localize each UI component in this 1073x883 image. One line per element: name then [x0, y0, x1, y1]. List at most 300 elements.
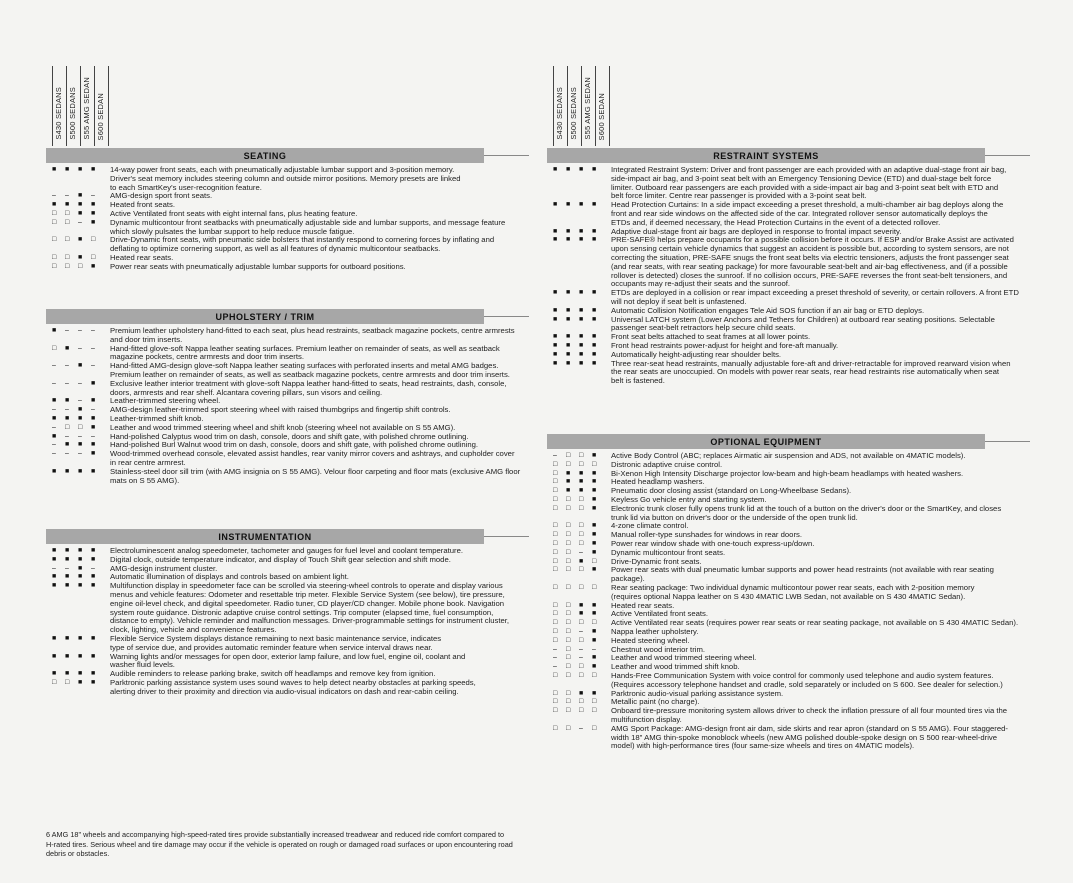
feature-text: Flexible Service System displays distance remaining to next basic maintenance service, indicates type of service due, and provides automatic reminder feature when service interval draws near. [110, 633, 442, 652]
feature-text: Leather and wood trimmed steering wheel. [611, 653, 757, 663]
feature-row [46, 380, 529, 398]
availability-marks [547, 610, 611, 619]
availability-mark: – [553, 452, 557, 459]
availability-mark: ■ [52, 397, 57, 405]
availability-mark: □ [52, 218, 57, 226]
availability-marks [547, 602, 611, 611]
feature-row [547, 201, 1030, 227]
availability-mark: ■ [78, 192, 83, 200]
section-rule [484, 316, 529, 317]
availability-mark: ■ [592, 654, 597, 662]
availability-mark: □ [579, 663, 584, 671]
availability-mark: ■ [566, 341, 571, 349]
feature-text: Automatic Collision Notification engages Tele Aid SOS function if an air bag or ETD deploys. [611, 305, 925, 315]
availability-mark: □ [579, 539, 584, 547]
availability-mark: ■ [78, 209, 83, 217]
availability-mark: – [65, 379, 69, 387]
availability-mark: ■ [553, 333, 558, 341]
availability-mark: – [91, 564, 95, 572]
availability-mark: ■ [65, 397, 70, 405]
availability-marks [46, 670, 110, 679]
feature-text: Hand-fitted glove-soft Nappa leather seating surfaces. Premium leather on remainder of seats, as well as seatback magazine pockets, centre armrests and door trim inserts. [110, 343, 500, 362]
feature-text: Front seat belts attached to seat frames at all lower points. [611, 332, 811, 342]
feature-list [547, 452, 1030, 751]
model-column [52, 66, 66, 146]
availability-mark: – [579, 548, 583, 556]
availability-mark: ■ [592, 166, 597, 173]
availability-marks [547, 654, 611, 663]
availability-mark: □ [553, 557, 558, 565]
availability-mark: ■ [579, 601, 584, 609]
availability-mark: ■ [78, 253, 83, 261]
availability-mark: ■ [592, 601, 597, 609]
model-label: S430 SEDANS [54, 87, 63, 140]
availability-mark: – [78, 379, 82, 387]
section-rule [985, 441, 1030, 442]
availability-marks [46, 679, 110, 688]
availability-mark: ■ [65, 344, 70, 352]
feature-text: Active Body Control (ABC; replaces Airmatic air suspension and ADS, not available on 4MATIC models). [611, 451, 966, 460]
availability-mark: □ [579, 531, 584, 539]
feature-text: Hand-fitted AMG-design glove-soft Nappa leather seating surfaces with perforated inserts and metal AMG badges. Premium leather on remainder of seats, as well as seatback magazine pockets, centre armrests and door trim inserts. [110, 361, 510, 379]
feature-text: Stainless-steel door sill trim (with AMG insignia on S 55 AMG). Velour floor carpeting and floor mats (exclusive AMG floor mats on S 55 AMG). [110, 466, 521, 485]
feature-text: Premium leather upholstery hand-fitted to each seat, plus head restraints, seatback magazine pockets, centre armrests and door trim inserts. [110, 326, 515, 344]
availability-mark: ■ [579, 557, 584, 565]
feature-text: Digital clock, outside temperature indicator, and display of Touch Shift gear selection and shift mode. [110, 554, 451, 564]
availability-marks [547, 496, 611, 505]
feature-row [46, 679, 529, 697]
availability-mark: ■ [566, 166, 571, 173]
availability-mark: □ [566, 698, 571, 706]
feature-text: Automatic illumination of displays and controls based on ambient light. [110, 572, 349, 582]
feature-row [547, 360, 1030, 386]
availability-mark: □ [78, 262, 83, 270]
availability-mark: – [91, 432, 95, 440]
availability-marks [46, 406, 110, 415]
availability-mark: □ [592, 671, 597, 679]
availability-mark: ■ [579, 306, 584, 314]
availability-mark: □ [579, 619, 584, 627]
feature-text: Power rear window shade with one-touch express-up/down. [611, 538, 815, 548]
availability-mark: ■ [579, 359, 584, 367]
availability-mark: □ [553, 495, 558, 503]
feature-list [46, 327, 529, 485]
availability-mark: – [579, 645, 583, 653]
availability-mark: □ [553, 583, 558, 591]
availability-mark: ■ [52, 573, 57, 581]
feature-row [46, 236, 529, 254]
availability-mark: □ [553, 539, 558, 547]
availability-mark: □ [91, 253, 96, 261]
availability-marks [547, 289, 611, 298]
availability-mark: ■ [65, 414, 70, 422]
availability-mark: ■ [579, 289, 584, 297]
availability-mark: ■ [78, 564, 83, 572]
availability-mark: □ [566, 460, 571, 468]
availability-mark: ■ [592, 504, 597, 512]
availability-marks [547, 316, 611, 325]
availability-mark: □ [553, 531, 558, 539]
availability-mark: ■ [52, 547, 57, 554]
feature-text: Hand-polished Burl Walnut wood trim on dash, console, doors and shift gate, with polished chrome outlining. [110, 440, 479, 450]
availability-mark: □ [553, 724, 558, 732]
availability-mark: ■ [592, 350, 597, 358]
availability-mark: □ [78, 423, 83, 431]
availability-marks [46, 468, 110, 477]
feature-row [46, 219, 529, 237]
availability-mark: □ [566, 566, 571, 574]
section-header [46, 529, 529, 544]
section-rule [484, 155, 529, 156]
feature-text: Parktronic parking assistance system uses sound waves to help detect nearby obstacles at parking speeds, alerting driver to their proximity and direction via audio-visual indicators on dash and rear-cabin ceiling. [110, 677, 476, 696]
feature-text: Automatically height-adjusting rear shoulder belts. [611, 349, 782, 359]
feature-text: Dynamic multicontour front seatbacks with pneumatically adjustable side and lumbar supports, and message feature which slowly pulsates the lumbar support to help reduce muscle fatigue. [110, 217, 506, 236]
model-label: S600 SEDAN [597, 92, 606, 140]
availability-mark: □ [52, 236, 57, 244]
availability-mark: ■ [592, 341, 597, 349]
section-header [547, 148, 1030, 163]
availability-mark: □ [566, 610, 571, 618]
availability-mark: □ [553, 636, 558, 644]
availability-marks [46, 556, 110, 565]
feature-text: ETDs are deployed in a collision or rear impact exceeding a preset threshold of severity, or certain rollovers. A front ETD will not deploy if seat belt is unfastened. [611, 288, 1019, 306]
availability-mark: ■ [52, 414, 57, 422]
availability-mark: ■ [566, 236, 571, 244]
availability-mark: – [52, 564, 56, 572]
availability-marks [46, 397, 110, 406]
feature-text: Leather-trimmed steering wheel. [110, 396, 221, 406]
availability-mark: – [52, 406, 56, 414]
feature-list [547, 166, 1030, 386]
availability-marks [46, 415, 110, 424]
availability-mark: – [78, 218, 82, 226]
feature-text: Hand-polished Calyptus wood trim on dash, console, doors and shift gate, with polished chrome outlining. [110, 431, 469, 441]
availability-marks [547, 725, 611, 734]
model-label: S500 SEDANS [569, 87, 578, 140]
availability-marks [547, 707, 611, 716]
availability-mark: ■ [592, 315, 597, 323]
availability-mark: ■ [553, 227, 558, 235]
availability-mark: ■ [91, 218, 96, 226]
availability-mark: □ [566, 671, 571, 679]
feature-text: AMG-design sport front seats. [110, 191, 213, 201]
availability-mark: □ [52, 253, 57, 261]
availability-mark: ■ [579, 166, 584, 173]
availability-mark: □ [553, 707, 558, 715]
availability-mark: ■ [566, 333, 571, 341]
availability-mark: ■ [592, 663, 597, 671]
availability-marks [547, 531, 611, 540]
availability-marks [547, 487, 611, 496]
availability-mark: □ [566, 522, 571, 530]
availability-marks [46, 236, 110, 245]
availability-mark: □ [566, 531, 571, 539]
availability-mark: – [65, 362, 69, 370]
availability-mark: ■ [553, 201, 558, 209]
feature-row [547, 672, 1030, 690]
availability-mark: ■ [592, 539, 597, 547]
availability-mark: ■ [91, 414, 96, 422]
availability-mark: ■ [579, 469, 584, 477]
availability-mark: ■ [592, 495, 597, 503]
availability-mark: – [65, 432, 69, 440]
availability-marks [46, 653, 110, 662]
availability-mark: ■ [65, 670, 70, 678]
availability-mark: ■ [91, 467, 96, 475]
availability-mark: ■ [592, 306, 597, 314]
availability-marks [547, 646, 611, 655]
feature-text: Active Ventilated front seats. [611, 609, 709, 619]
availability-marks [547, 307, 611, 316]
availability-mark: □ [553, 689, 558, 697]
availability-mark: – [52, 450, 56, 458]
availability-marks [46, 547, 110, 556]
model-label: S600 SEDAN [96, 92, 105, 140]
feature-text: Audible reminders to release parking brake, switch off headlamps and remove key from ignition. [110, 669, 436, 679]
availability-marks [547, 342, 611, 351]
availability-mark: □ [579, 671, 584, 679]
feature-list [46, 547, 529, 697]
section-header [547, 434, 1030, 449]
availability-mark: □ [553, 601, 558, 609]
feature-row [46, 263, 529, 272]
availability-mark: ■ [592, 548, 597, 556]
availability-mark: – [579, 654, 583, 662]
availability-mark: ■ [566, 289, 571, 297]
footnote: 6 AMG 18" wheels and accompanying high-speed-rated tires provide substantially increased treadwear and reduced ride comfort compared to H-rated tires. Serious wheel and tire damage may occur if the vehicle is operated on rough or damaged road surfaces or upon encountering road debris or obstacles. [46, 830, 513, 858]
availability-mark: □ [592, 619, 597, 627]
availability-marks [46, 327, 110, 336]
feature-text: Metallic paint (no charge). [611, 697, 700, 707]
availability-mark: □ [566, 548, 571, 556]
availability-mark: ■ [592, 359, 597, 367]
feature-text: Leather and wood trimmed shift knob. [611, 662, 740, 672]
section-upholstery-trim [46, 309, 529, 485]
availability-marks [46, 573, 110, 582]
feature-text: Warning lights and/or messages for open door, exterior lamp failure, and low fuel, engine oil, coolant and washer fluid levels. [110, 651, 466, 670]
availability-mark: ■ [553, 306, 558, 314]
availability-mark: ■ [91, 573, 96, 581]
availability-marks [547, 698, 611, 707]
feature-text: Adaptive dual-stage front air bags are deployed in response to frontal impact severity. [611, 226, 902, 236]
section-instrumentation [46, 529, 529, 697]
availability-mark: ■ [52, 432, 57, 440]
availability-marks [547, 558, 611, 567]
availability-mark: □ [553, 460, 558, 468]
feature-text: Distronic adaptive cruise control. [611, 459, 723, 469]
availability-mark: □ [553, 610, 558, 618]
availability-mark: □ [592, 698, 597, 706]
availability-mark: □ [553, 469, 558, 477]
availability-mark: □ [566, 663, 571, 671]
availability-mark: – [91, 192, 95, 200]
availability-marks [46, 441, 110, 450]
feature-text: Three rear-seat head restraints, manually adjustable fore-aft and driver-retractable for improved rearward vision when the rear seats are unoccupied. On models with power rear seats, rear head restraints rise automatically when seat belt is fastened. [611, 358, 1011, 386]
feature-text: Exclusive leather interior treatment with glove-soft Nappa leather hand-fitted to seats, head restraints, dash, console, doors, armrests and rear shelf. Alcantara covering pillars, sun visors and ceiling. [110, 378, 507, 397]
availability-mark: – [78, 397, 82, 405]
feature-row [547, 316, 1030, 334]
feature-text: Electronic trunk closer fully opens trunk lid at the touch of a button on the driver's door or the SmartKey, and closes trunk lid via button on driver's door or the underside of the open trunk lid. [611, 503, 1002, 522]
availability-mark: ■ [579, 478, 584, 486]
availability-mark: – [91, 406, 95, 414]
feature-text: AMG-design leather-trimmed sport steering wheel with raised thumbgrips and fingertip shift controls. [110, 405, 451, 415]
availability-marks [547, 228, 611, 237]
feature-text: Nappa leather upholstery. [611, 626, 699, 636]
availability-mark: □ [566, 583, 571, 591]
availability-mark: – [52, 379, 56, 387]
availability-mark: ■ [592, 289, 597, 297]
availability-marks [547, 166, 611, 175]
availability-mark: □ [553, 619, 558, 627]
feature-row [46, 635, 529, 653]
feature-row [547, 584, 1030, 602]
feature-text: 14-way power front seats, each with pneumatically adjustable lumbar support and 3-position memory. Driver's seat memory includes steering column and outside mirror positions. Memory presets are linked to each SmartKey's user-recognition feature. [110, 165, 461, 192]
availability-mark: ■ [592, 522, 597, 530]
availability-mark: □ [553, 487, 558, 495]
availability-marks [547, 505, 611, 514]
section-title: INSTRUMENTATION [46, 529, 484, 544]
availability-marks [547, 470, 611, 479]
availability-mark: ■ [579, 315, 584, 323]
availability-mark: □ [579, 522, 584, 530]
feature-text: Universal LATCH system (Lower Anchors and Tethers for Children) at outboard rear seating positions. Selectable passenger seat-belt retractors help secure child seats. [611, 314, 995, 333]
availability-mark: ■ [566, 478, 571, 486]
availability-mark: □ [579, 452, 584, 459]
model-column [94, 66, 109, 146]
availability-mark: □ [592, 724, 597, 732]
section-seating [46, 148, 529, 272]
feature-text: Dynamic multicontour front seats. [611, 547, 726, 557]
availability-mark: ■ [592, 531, 597, 539]
availability-mark: □ [566, 645, 571, 653]
availability-mark: □ [52, 678, 57, 686]
feature-text: Multifunction display in speedometer face can be scrolled via steering-wheel controls to operate and display various menus and vehicle features: Odometer and resettable trip meter. Flexible Service System (see below), tire pressure, engine oil-level check, and digital speedometer. Radio tuner, CD player/CD changer. Mobile phone book. Navigation system route guidance. Distronic adaptive cruise control settings. Trip computer (elapsed time, fuel consumption, distance to empty). Vehicle reminder and malfunction messages. Driver-programmable settings for instrument cluster, clock, lighting, vehicle and convenience features. [110, 581, 510, 635]
availability-mark: ■ [91, 379, 96, 387]
availability-marks [547, 566, 611, 575]
feature-text: Leather and wood trimmed steering wheel and shift knob (steering wheel not available on S 55 AMG). [110, 422, 456, 432]
availability-mark: □ [65, 253, 70, 261]
model-column [66, 66, 80, 146]
availability-marks [46, 362, 110, 371]
availability-mark: ■ [78, 547, 83, 554]
availability-mark: ■ [91, 262, 96, 270]
availability-marks [46, 166, 110, 175]
availability-mark: ■ [592, 452, 597, 459]
availability-mark: □ [566, 452, 571, 459]
availability-mark: ■ [553, 359, 558, 367]
availability-mark: ■ [91, 397, 96, 405]
availability-mark: – [78, 344, 82, 352]
availability-marks [46, 263, 110, 272]
availability-mark: □ [566, 495, 571, 503]
section-title: SEATING [46, 148, 484, 163]
availability-marks [46, 254, 110, 263]
feature-text: AMG Sport Package: AMG-design front air dam, side skirts and rear apron (standard on S 55 AMG). Four staggered- width 18" AMG thin-spoke monoblock wheels (new AMG polished double-spoke design on S 500 rear-wheel-drive model) with high-performance tires (four same-size wheels and tires on 4MATIC models). [611, 723, 1008, 751]
availability-mark: ■ [65, 547, 70, 554]
availability-mark: – [65, 450, 69, 458]
availability-mark: – [91, 327, 95, 334]
availability-mark: □ [52, 209, 57, 217]
availability-mark: ■ [78, 166, 83, 173]
availability-mark: □ [566, 619, 571, 627]
availability-mark: ■ [579, 341, 584, 349]
availability-marks [547, 637, 611, 646]
availability-mark: ■ [566, 315, 571, 323]
availability-mark: □ [52, 344, 57, 352]
availability-mark: – [52, 441, 56, 449]
availability-mark: □ [566, 627, 571, 635]
feature-text: Power rear seats with pneumatically adjustable lumbar supports for outboard positions. [110, 261, 406, 271]
availability-mark: □ [553, 504, 558, 512]
availability-mark: ■ [52, 634, 57, 642]
model-column [80, 66, 94, 146]
availability-mark: ■ [553, 166, 558, 173]
availability-mark: ■ [65, 166, 70, 173]
availability-mark: □ [91, 236, 96, 244]
feature-text: Wood-trimmed overhead console, elevated assist handles, rear vanity mirror covers and ashtrays, and cupholder cover in rear centre armrest. [110, 449, 515, 467]
availability-mark: ■ [78, 467, 83, 475]
availability-mark: ■ [91, 547, 96, 554]
feature-row [46, 362, 529, 380]
model-header-right [553, 66, 610, 146]
availability-mark: □ [579, 583, 584, 591]
availability-mark: ■ [553, 350, 558, 358]
feature-text: AMG-design instrument cluster. [110, 563, 218, 573]
availability-mark: ■ [566, 469, 571, 477]
availability-mark: □ [579, 495, 584, 503]
availability-mark: – [52, 192, 56, 200]
availability-mark: □ [553, 478, 558, 486]
availability-mark: ■ [592, 636, 597, 644]
availability-mark: ■ [78, 201, 83, 209]
availability-mark: ■ [91, 555, 96, 563]
feature-text: Chestnut wood interior trim. [611, 644, 705, 654]
availability-marks [46, 345, 110, 354]
availability-mark: □ [65, 209, 70, 217]
feature-text: Pneumatic door closing assist (standard on Long-Wheelbase Sedans). [611, 486, 852, 496]
availability-mark: ■ [78, 634, 83, 642]
availability-mark: ■ [91, 670, 96, 678]
availability-mark: – [553, 663, 557, 671]
availability-mark: – [65, 327, 69, 334]
feature-row [46, 582, 529, 635]
availability-mark: ■ [579, 487, 584, 495]
availability-mark: – [91, 344, 95, 352]
availability-mark: □ [65, 423, 70, 431]
availability-mark: ■ [592, 487, 597, 495]
section-title: OPTIONAL EQUIPMENT [547, 434, 985, 449]
availability-mark: – [553, 645, 557, 653]
feature-text: Heated headlamp washers. [611, 477, 705, 487]
availability-mark: ■ [78, 678, 83, 686]
availability-mark: ■ [566, 350, 571, 358]
availability-marks [46, 450, 110, 459]
feature-text: Electroluminescent analog speedometer, tachometer and gauges for fuel level and coolant temperature. [110, 546, 463, 555]
availability-mark: ■ [553, 341, 558, 349]
feature-row [46, 327, 529, 345]
availability-marks [46, 424, 110, 433]
availability-mark: ■ [579, 227, 584, 235]
availability-marks [547, 201, 611, 210]
model-label: S500 SEDANS [68, 87, 77, 140]
availability-mark: □ [553, 698, 558, 706]
availability-marks [547, 628, 611, 637]
availability-mark: ■ [553, 289, 558, 297]
availability-mark: □ [566, 724, 571, 732]
feature-text: Drive-Dynamic front seats. [611, 556, 702, 566]
availability-marks [46, 433, 110, 442]
model-label: S55 AMG SEDAN [82, 77, 91, 140]
